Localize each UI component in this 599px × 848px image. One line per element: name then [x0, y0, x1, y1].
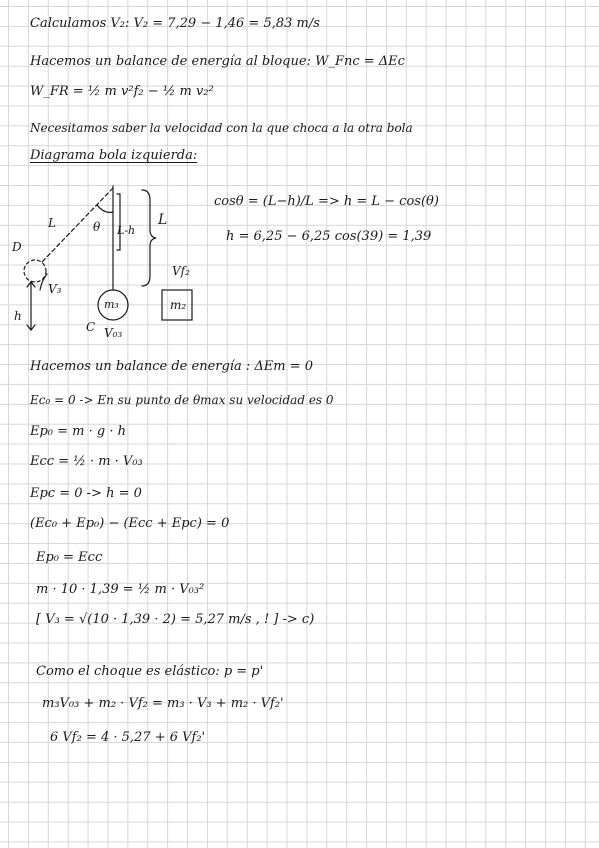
line-ep0: Ep₀ = m · g · h — [30, 424, 126, 439]
diagram-label-V3: V₃ — [48, 282, 62, 296]
diagram-label-D: D — [12, 240, 22, 254]
line-energy-balance-block: Hacemos un balance de energía al bloque: W_Fnc = ΔEc — [30, 54, 405, 69]
line-v2-calculation: Calculamos V₂: V₂ = 7,29 − 1,46 = 5,83 m/s — [30, 16, 320, 31]
diagram-label-L-right: L — [158, 212, 168, 228]
diagram-label-h: h — [14, 309, 22, 323]
line-momentum-numeric: 6 Vf₂ = 4 · 5,27 + 6 Vf₂' — [50, 730, 206, 745]
diagram-label-L-left: L — [48, 216, 56, 230]
diagram-heading: Diagrama bola izquierda: — [30, 148, 198, 163]
l-minus-h-bracket — [117, 194, 120, 250]
diagram-label-Vf2: Vf₂ — [172, 264, 190, 278]
diagram-label-L-minus-h: L-h — [117, 224, 136, 237]
line-elastic-collision: Como el choque es elástico: p = p' — [36, 664, 264, 679]
line-mass-cancel: m · 10 · 1,39 = ½ m · V₀₃² — [36, 582, 205, 597]
line-energy-sum: (Ec₀ + Ep₀) − (Ecc + Epc) = 0 — [30, 516, 230, 531]
block-label-m2: m₂ — [170, 298, 187, 312]
diagram-label-theta: θ — [93, 220, 101, 234]
displaced-ball — [24, 260, 46, 282]
line-momentum-equation: m₃V₀₃ + m₂ · Vf₂ = m₃ · V₃ + m₂ · Vf₂' — [42, 696, 284, 711]
line-ecc: Ecc = ½ · m · V₀₃ — [30, 454, 143, 469]
line-ec0: Ec₀ = 0 -> En su punto de θmax su velocidad es 0 — [30, 393, 334, 407]
l-bracket — [142, 190, 156, 286]
line-v3-result: [ V₃ = √(10 · 1,39 · 2) = 5,27 m/s , ! ] -> c) — [36, 612, 315, 627]
ball-label-m3: m₃ — [104, 298, 119, 311]
v3-arrow — [40, 274, 47, 290]
line-h-value: h = 6,25 − 6,25 cos(39) = 1,39 — [226, 229, 432, 244]
line-energy-balance-ball: Hacemos un balance de energía : ΔEm = 0 — [30, 359, 313, 374]
line-ep0-equals-ecc: Ep₀ = Ecc — [36, 550, 103, 565]
line-epc: Epc = 0 -> h = 0 — [30, 486, 142, 501]
diagram-label-C: C — [86, 320, 96, 334]
theta-arc — [97, 205, 113, 212]
line-need-velocity: Necesitamos saber la velocidad con la que choca a la otra bola — [30, 121, 413, 135]
diagram-label-V03: V₀₃ — [104, 326, 123, 340]
line-cos-theta: cosθ = (L−h)/L => h = L − cos(θ) — [214, 194, 439, 209]
line-work-friction: W_FR = ½ m v²f₂ − ½ m v₂² — [30, 84, 214, 99]
